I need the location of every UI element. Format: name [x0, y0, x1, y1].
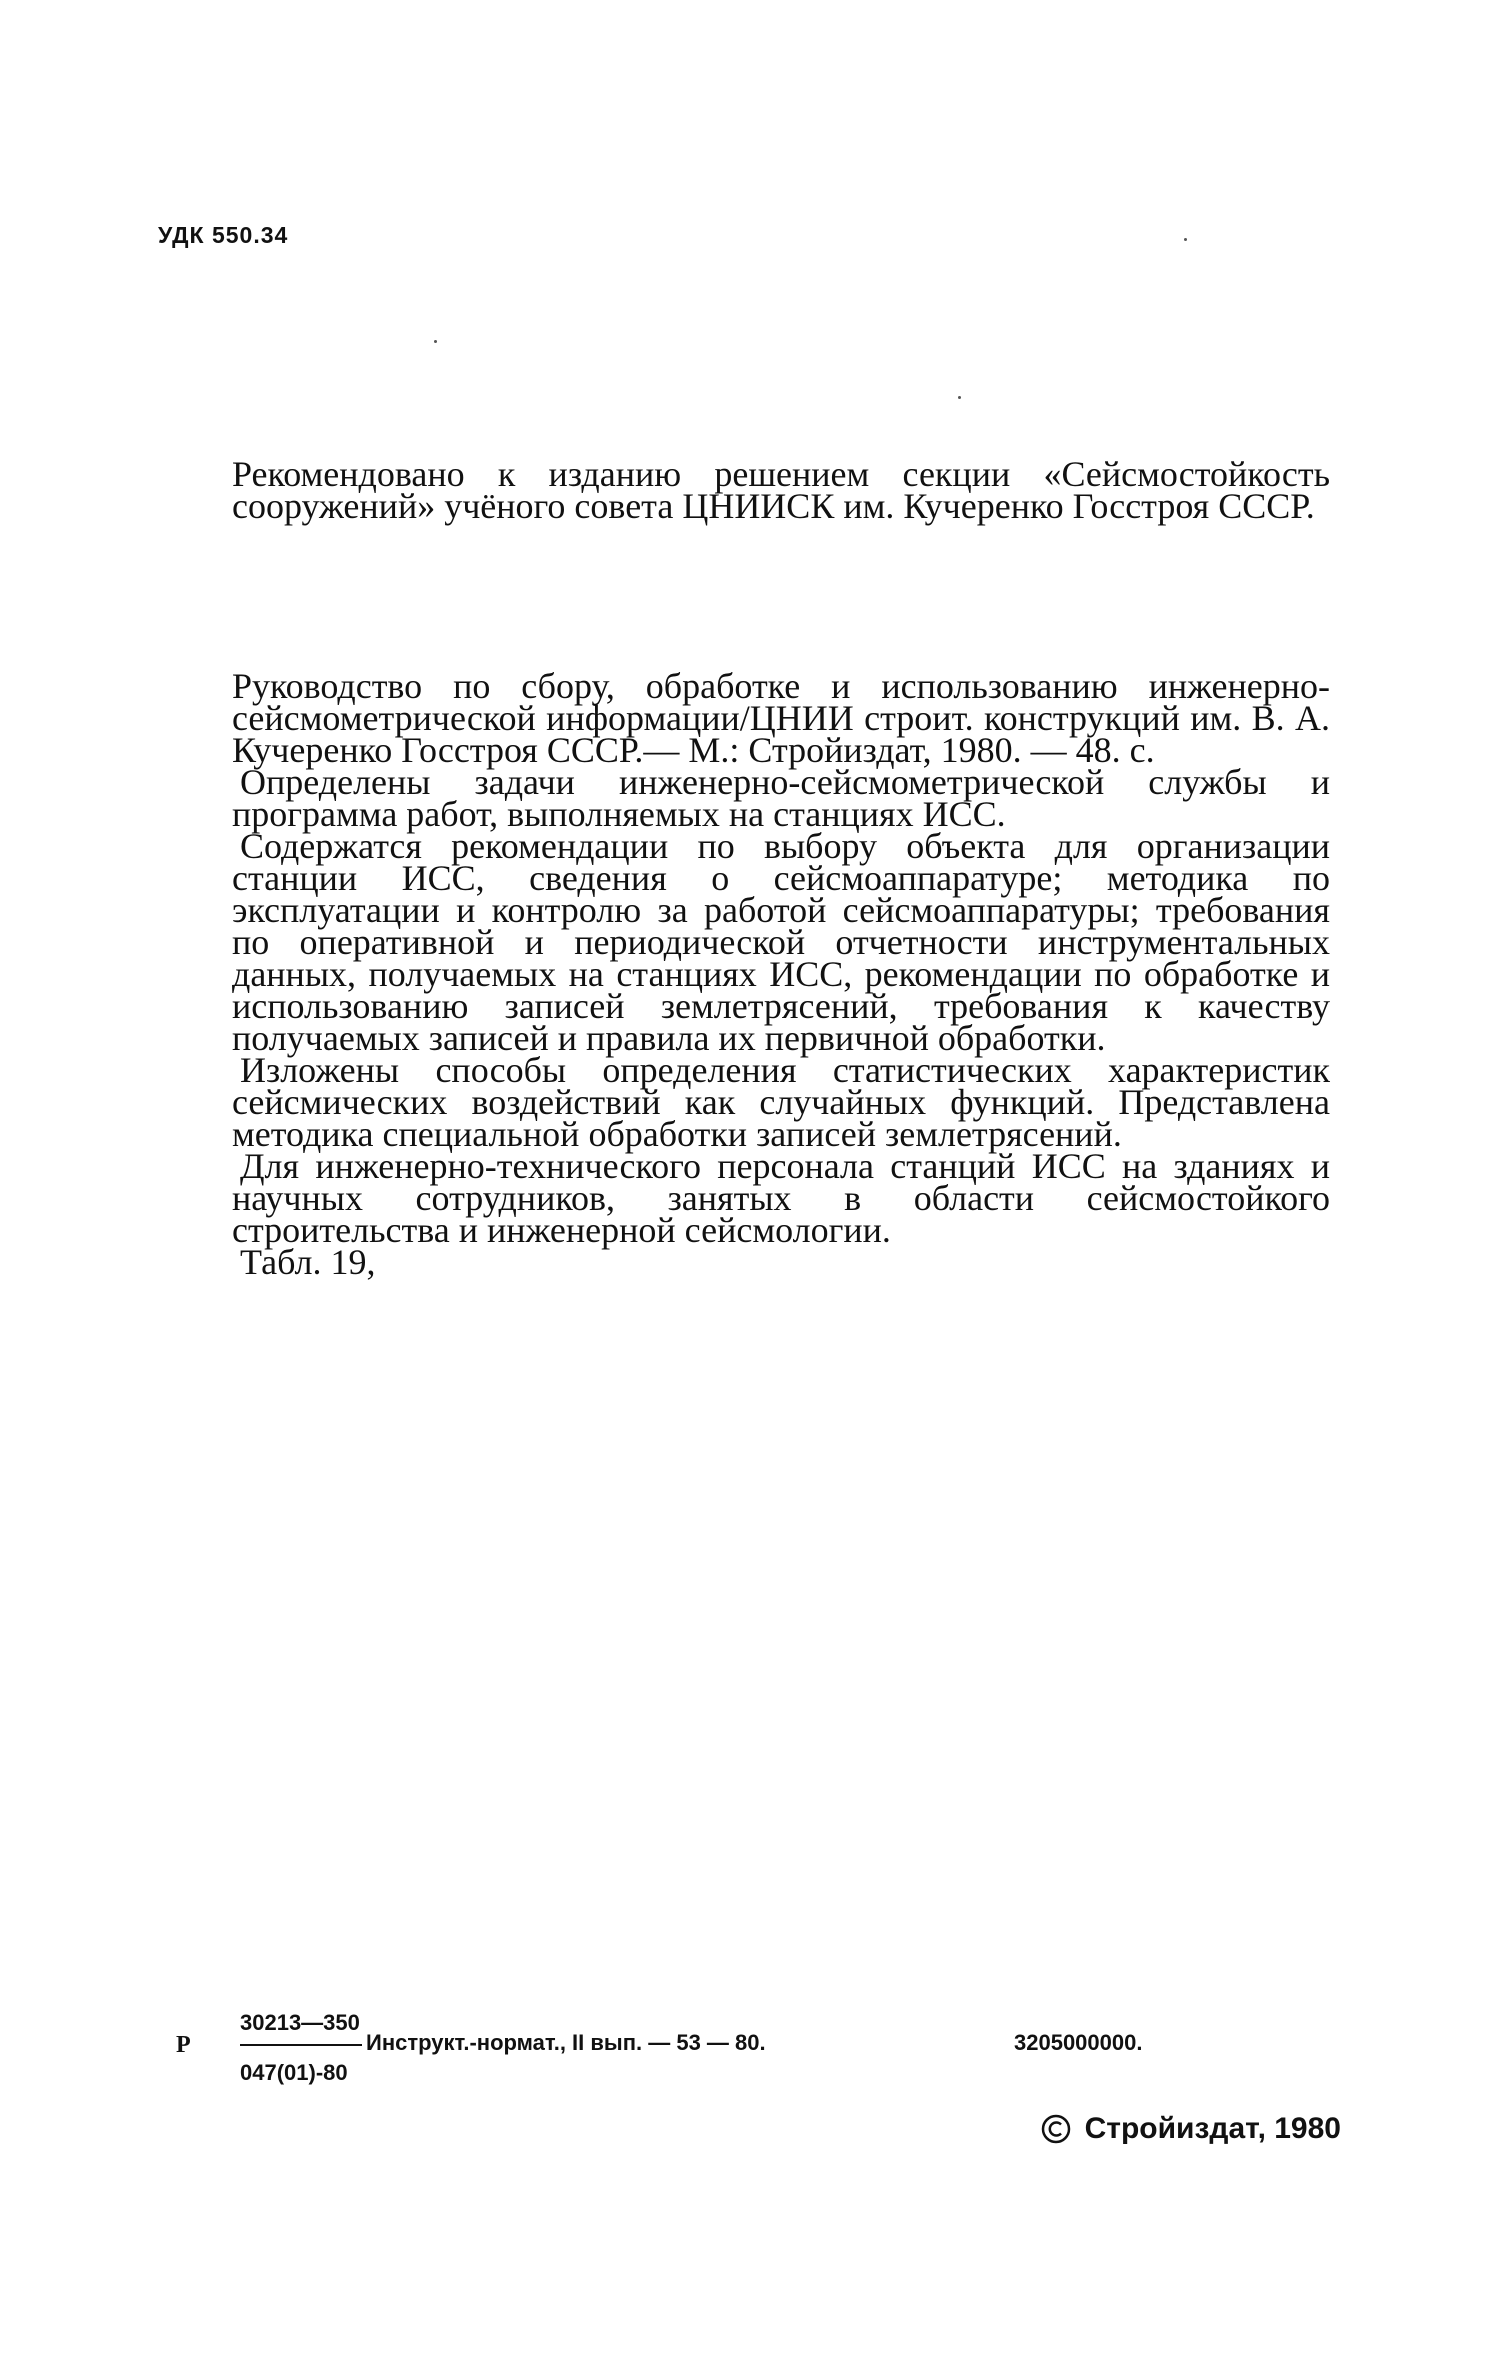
imprint-series: Инструкт.-нормат., II вып. — 53 — 80. [366, 2030, 766, 2055]
imprint-code: 3205000000. [1014, 2030, 1143, 2055]
scan-speck [1184, 238, 1187, 241]
imprint-line [176, 2010, 1306, 2090]
abstract-paragraph: Определены задачи инженерно-сейсмометрической службы и программа работ, выполняемых на станциях ИСС. [232, 762, 1330, 834]
abstract-paragraph: Изложены способы определения статистических характеристик сейсмических воздействий как случайных функций. Представлена методика специальной обработки записей землетрясений. [232, 1050, 1330, 1154]
scan-speck [958, 396, 961, 399]
recommendation-text: Рекомендовано к изданию решением секции «Сейсмостойкость сооружений» учёного совета ЦНИИСК им. Кучеренко Госстроя СССР. [232, 454, 1330, 526]
copyright-icon [1041, 2114, 1071, 2144]
publication-recommendation [232, 454, 1330, 526]
abstract-paragraph: Для инженерно-технического персонала станций ИСС на зданиях и научных сотрудников, занятых в области сейсмостойкого строительства и инженерной сейсмологии. [232, 1146, 1330, 1250]
udk-classification: УДК 550.34 [158, 222, 289, 248]
imprint-fraction-bar [240, 2044, 362, 2046]
copyright-text: Стройиздат, 1980 [1084, 2112, 1341, 2145]
abstract-paragraph: Содержатся рекомендации по выбору объекта для организации станции ИСС, сведения о сейсмоаппаратуре; методика по эксплуатации и контролю за работой сейсмоаппаратуры; требования по оперативной и периодической отчетности инструментальных данных, получаемых на станциях ИСС, рекомендации по обработке и использованию записей землетрясений, требования к качеству получаемых записей и правила их первичной обработки. [232, 826, 1330, 1058]
scan-speck [434, 340, 437, 343]
bibliographic-abstract [232, 666, 1330, 1282]
imprint-letter: Р [176, 2032, 191, 2058]
tables-count: Табл. 19, [240, 1242, 376, 1282]
imprint-fraction-numerator: 30213—350 [240, 2010, 360, 2035]
bibliographic-citation: Руководство по сбору, обработке и использованию инженерно-сейсмометрической информации/ЦНИИ строит. конструкций им. В. А. Кучеренко Госстроя СССР.— М.: Стройиздат, 1980. — 48. с. [232, 666, 1330, 770]
copyright-notice [1041, 2112, 1341, 2146]
imprint-fraction-denominator: 047(01)-80 [240, 2060, 348, 2085]
